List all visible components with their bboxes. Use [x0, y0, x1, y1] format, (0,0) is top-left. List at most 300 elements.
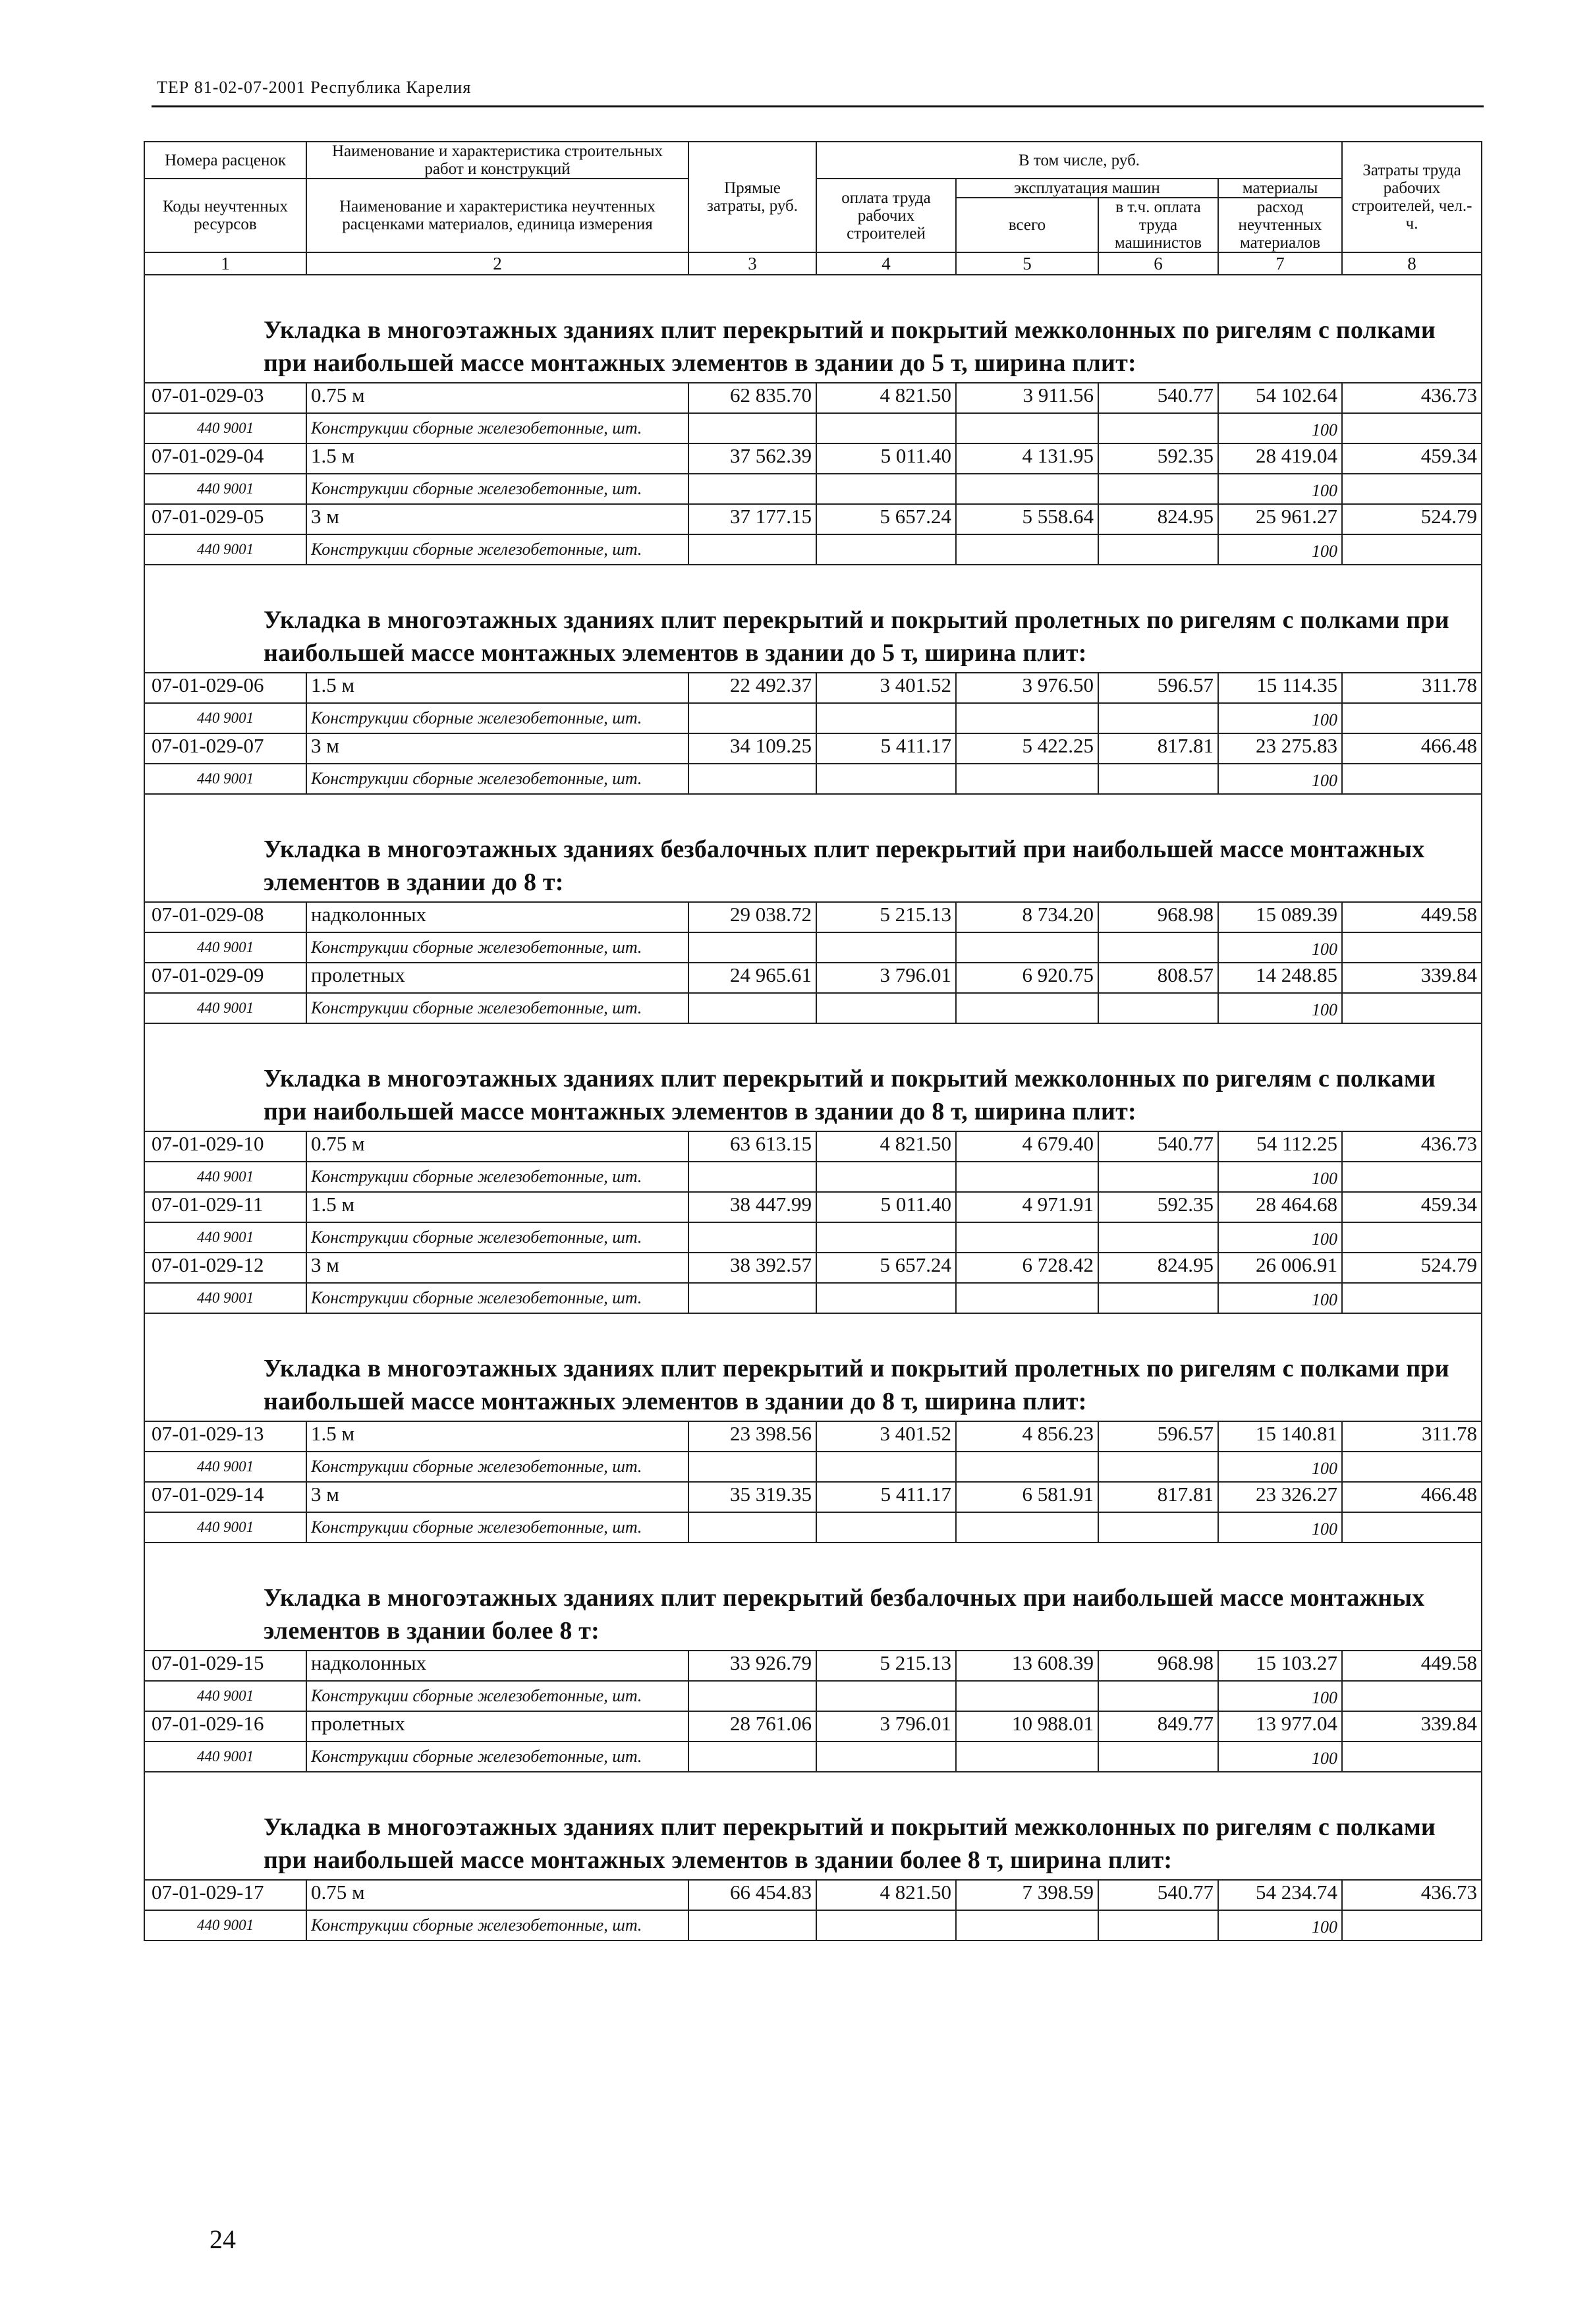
rate-code: 07-01-029-03: [144, 383, 306, 413]
direct-costs: 37 562.39: [688, 443, 816, 474]
section-title: Укладка в многоэтажных зданиях безбалочных плит перекрытий при наибольшей массе монтажных элементов в здании до 8 т:: [264, 836, 1425, 896]
machinist-pay: 824.95: [1098, 1253, 1218, 1283]
header-machines-total: всего: [956, 198, 1098, 252]
norms-table: [144, 141, 1482, 1941]
materials-cost: 28 464.68: [1218, 1192, 1342, 1222]
rate-code: 07-01-029-10: [144, 1131, 306, 1162]
machinist-pay: 540.77: [1098, 1131, 1218, 1162]
resource-row: [144, 1283, 1482, 1313]
resource-row: [144, 474, 1482, 504]
materials-cost: 14 248.85: [1218, 963, 1342, 993]
resource-code: 440 9001: [144, 764, 306, 794]
rate-code: 07-01-029-08: [144, 902, 306, 932]
resource-name: Конструкции сборные железобетонные, шт.: [306, 1222, 688, 1253]
materials-cost: 23 275.83: [1218, 733, 1342, 764]
labor-hours: 524.79: [1342, 504, 1482, 534]
machines-total: 5 558.64: [956, 504, 1098, 534]
resource-code: 440 9001: [144, 932, 306, 963]
empty-cell: [1098, 1452, 1218, 1482]
machines-total: 8 734.20: [956, 902, 1098, 932]
labor-hours: 436.73: [1342, 383, 1482, 413]
materials-cost: 54 112.25: [1218, 1131, 1342, 1162]
work-name: надколонных: [306, 1651, 688, 1681]
table-row: [144, 443, 1482, 474]
empty-cell: [816, 1742, 956, 1772]
empty-cell: [816, 1452, 956, 1482]
empty-cell: [1098, 1162, 1218, 1192]
empty-cell: [1342, 1452, 1482, 1482]
section-heading-row: [144, 794, 1482, 902]
empty-cell: [1098, 413, 1218, 443]
empty-cell: [1098, 1681, 1218, 1711]
rate-code: 07-01-029-16: [144, 1711, 306, 1742]
empty-cell: [956, 474, 1098, 504]
header-resource-codes: Коды неучтенных ресурсов: [144, 179, 306, 252]
machines-total: 7 398.59: [956, 1880, 1098, 1910]
resource-quantity: 100: [1218, 703, 1342, 733]
resource-code: 440 9001: [144, 703, 306, 733]
empty-cell: [1098, 1512, 1218, 1543]
machines-total: 4 856.23: [956, 1421, 1098, 1452]
column-number: 7: [1218, 252, 1342, 275]
header-in-total: В том числе, руб.: [816, 142, 1342, 179]
table-row: [144, 673, 1482, 703]
empty-cell: [816, 474, 956, 504]
empty-cell: [816, 932, 956, 963]
column-number: 6: [1098, 252, 1218, 275]
resource-code: 440 9001: [144, 413, 306, 443]
table-body: [144, 275, 1482, 1941]
resource-name: Конструкции сборные железобетонные, шт.: [306, 764, 688, 794]
table-row: [144, 1482, 1482, 1512]
labor-hours: 449.58: [1342, 902, 1482, 932]
resource-quantity: 100: [1218, 534, 1342, 565]
empty-cell: [1342, 703, 1482, 733]
column-number: 8: [1342, 252, 1482, 275]
worker-pay: 3 401.52: [816, 673, 956, 703]
empty-cell: [956, 1283, 1098, 1313]
resource-quantity: 100: [1218, 413, 1342, 443]
machinist-pay: 596.57: [1098, 1421, 1218, 1452]
resource-code: 440 9001: [144, 1681, 306, 1711]
labor-hours: 449.58: [1342, 1651, 1482, 1681]
header-labor-hours: Затраты труда рабочих строителей, чел.-ч.: [1342, 142, 1482, 252]
machinist-pay: 592.35: [1098, 1192, 1218, 1222]
resource-quantity: 100: [1218, 474, 1342, 504]
resource-code: 440 9001: [144, 534, 306, 565]
labor-hours: 466.48: [1342, 733, 1482, 764]
table-row: [144, 1421, 1482, 1452]
empty-cell: [1342, 1742, 1482, 1772]
machinist-pay: 592.35: [1098, 443, 1218, 474]
direct-costs: 38 392.57: [688, 1253, 816, 1283]
resource-code: 440 9001: [144, 1452, 306, 1482]
empty-cell: [688, 1742, 816, 1772]
rate-code: 07-01-029-12: [144, 1253, 306, 1283]
empty-cell: [816, 703, 956, 733]
section-title: Укладка в многоэтажных зданиях плит перекрытий безбалочных при наибольшей массе монтажных элементов в здании более 8 т:: [264, 1584, 1425, 1645]
empty-cell: [816, 413, 956, 443]
empty-cell: [1342, 993, 1482, 1023]
table-row: [144, 1651, 1482, 1681]
resource-row: [144, 764, 1482, 794]
section-heading-row: [144, 1023, 1482, 1131]
work-name: 0.75 м: [306, 1131, 688, 1162]
rate-code: 07-01-029-11: [144, 1192, 306, 1222]
materials-cost: 28 419.04: [1218, 443, 1342, 474]
column-number: 3: [688, 252, 816, 275]
materials-cost: 15 089.39: [1218, 902, 1342, 932]
empty-cell: [956, 932, 1098, 963]
resource-row: [144, 1512, 1482, 1543]
labor-hours: 311.78: [1342, 673, 1482, 703]
resource-name: Конструкции сборные железобетонные, шт.: [306, 534, 688, 565]
direct-costs: 29 038.72: [688, 902, 816, 932]
resource-code: 440 9001: [144, 1162, 306, 1192]
empty-cell: [1098, 764, 1218, 794]
resource-row: [144, 534, 1482, 565]
document-header: ТЕР 81-02-07-2001 Республика Карелия: [157, 78, 472, 97]
resource-name: Конструкции сборные железобетонные, шт.: [306, 1512, 688, 1543]
column-number: 5: [956, 252, 1098, 275]
direct-costs: 62 835.70: [688, 383, 816, 413]
empty-cell: [1342, 1512, 1482, 1543]
resource-quantity: 100: [1218, 1452, 1342, 1482]
resource-quantity: 100: [1218, 764, 1342, 794]
resource-name: Конструкции сборные железобетонные, шт.: [306, 993, 688, 1023]
work-name: 1.5 м: [306, 1192, 688, 1222]
page-number: 24: [210, 2225, 236, 2254]
machines-total: 4 679.40: [956, 1131, 1098, 1162]
labor-hours: 339.84: [1342, 963, 1482, 993]
work-name: 1.5 м: [306, 673, 688, 703]
worker-pay: 5 411.17: [816, 733, 956, 764]
resource-code: 440 9001: [144, 1910, 306, 1941]
section-heading-row: [144, 1772, 1482, 1880]
resource-name: Конструкции сборные железобетонные, шт.: [306, 413, 688, 443]
machinist-pay: 596.57: [1098, 673, 1218, 703]
machinist-pay: 824.95: [1098, 504, 1218, 534]
empty-cell: [816, 1681, 956, 1711]
worker-pay: 5 657.24: [816, 504, 956, 534]
section-title: Укладка в многоэтажных зданиях плит перекрытий и покрытий пролетных по ригелям с полками при наибольшей массе монтажных элементов в здании до 8 т, ширина плит:: [264, 1355, 1449, 1415]
header-work-name: Наименование и характеристика строительных работ и конструкций: [306, 142, 688, 179]
column-number: 2: [306, 252, 688, 275]
resource-quantity: 100: [1218, 932, 1342, 963]
empty-cell: [688, 1512, 816, 1543]
empty-cell: [816, 1283, 956, 1313]
table-row: [144, 1192, 1482, 1222]
empty-cell: [688, 1283, 816, 1313]
empty-cell: [688, 932, 816, 963]
empty-cell: [816, 1512, 956, 1543]
direct-costs: 66 454.83: [688, 1880, 816, 1910]
empty-cell: [688, 413, 816, 443]
column-number: 1: [144, 252, 306, 275]
materials-cost: 26 006.91: [1218, 1253, 1342, 1283]
empty-cell: [1342, 534, 1482, 565]
machinist-pay: 849.77: [1098, 1711, 1218, 1742]
worker-pay: 5 215.13: [816, 1651, 956, 1681]
worker-pay: 4 821.50: [816, 383, 956, 413]
labor-hours: 466.48: [1342, 1482, 1482, 1512]
table-row: [144, 1711, 1482, 1742]
empty-cell: [956, 993, 1098, 1023]
table-row: [144, 733, 1482, 764]
empty-cell: [956, 764, 1098, 794]
materials-cost: 15 114.35: [1218, 673, 1342, 703]
empty-cell: [1342, 1162, 1482, 1192]
empty-cell: [688, 1222, 816, 1253]
resource-code: 440 9001: [144, 1742, 306, 1772]
labor-hours: 436.73: [1342, 1880, 1482, 1910]
worker-pay: 3 796.01: [816, 963, 956, 993]
resource-quantity: 100: [1218, 993, 1342, 1023]
rate-code: 07-01-029-04: [144, 443, 306, 474]
rate-code: 07-01-029-17: [144, 1880, 306, 1910]
empty-cell: [688, 1162, 816, 1192]
materials-cost: 54 102.64: [1218, 383, 1342, 413]
worker-pay: 5 011.40: [816, 1192, 956, 1222]
machinist-pay: 817.81: [1098, 1482, 1218, 1512]
rate-code: 07-01-029-06: [144, 673, 306, 703]
resource-quantity: 100: [1218, 1910, 1342, 1941]
empty-cell: [956, 413, 1098, 443]
header-worker-pay: оплата труда рабочих строителей: [816, 179, 956, 252]
section-heading-row: [144, 565, 1482, 673]
resource-quantity: 100: [1218, 1162, 1342, 1192]
resource-name: Конструкции сборные железобетонные, шт.: [306, 1681, 688, 1711]
worker-pay: 3 796.01: [816, 1711, 956, 1742]
machinist-pay: 808.57: [1098, 963, 1218, 993]
direct-costs: 34 109.25: [688, 733, 816, 764]
work-name: 3 м: [306, 733, 688, 764]
resource-row: [144, 1452, 1482, 1482]
empty-cell: [956, 1512, 1098, 1543]
machinist-pay: 968.98: [1098, 1651, 1218, 1681]
rate-code: 07-01-029-05: [144, 504, 306, 534]
empty-cell: [1342, 1222, 1482, 1253]
empty-cell: [956, 1162, 1098, 1192]
empty-cell: [688, 1681, 816, 1711]
labor-hours: 524.79: [1342, 1253, 1482, 1283]
empty-cell: [1342, 1283, 1482, 1313]
table-row: [144, 383, 1482, 413]
empty-cell: [956, 1452, 1098, 1482]
labor-hours: 459.34: [1342, 1192, 1482, 1222]
resource-row: [144, 703, 1482, 733]
header-direct-costs: Прямые затраты, руб.: [688, 142, 816, 252]
direct-costs: 37 177.15: [688, 504, 816, 534]
resource-quantity: 100: [1218, 1681, 1342, 1711]
direct-costs: 24 965.61: [688, 963, 816, 993]
table-row: [144, 902, 1482, 932]
resource-code: 440 9001: [144, 1222, 306, 1253]
work-name: надколонных: [306, 902, 688, 932]
labor-hours: 436.73: [1342, 1131, 1482, 1162]
work-name: 1.5 м: [306, 443, 688, 474]
section-heading-row: [144, 1313, 1482, 1421]
empty-cell: [1098, 1222, 1218, 1253]
empty-cell: [816, 764, 956, 794]
machinist-pay: 817.81: [1098, 733, 1218, 764]
direct-costs: 28 761.06: [688, 1711, 816, 1742]
empty-cell: [688, 474, 816, 504]
header-material-consumption: расход неучтенных материалов: [1218, 198, 1342, 252]
section-title: Укладка в многоэтажных зданиях плит перекрытий и покрытий межколонных по ригелям с полками при наибольшей массе монтажных элементов в здании более 8 т, ширина плит:: [264, 1813, 1436, 1874]
section-title: Укладка в многоэтажных зданиях плит перекрытий и покрытий межколонных по ригелям с полками при наибольшей массе монтажных элементов в здании до 5 т, ширина плит:: [264, 316, 1436, 377]
work-name: 3 м: [306, 1253, 688, 1283]
section-title: Укладка в многоэтажных зданиях плит перекрытий и покрытий межколонных по ригелям с полками при наибольшей массе монтажных элементов в здании до 8 т, ширина плит:: [264, 1065, 1436, 1125]
empty-cell: [688, 993, 816, 1023]
worker-pay: 4 821.50: [816, 1131, 956, 1162]
empty-cell: [1342, 764, 1482, 794]
empty-cell: [1098, 474, 1218, 504]
work-name: 3 м: [306, 504, 688, 534]
table-row: [144, 1880, 1482, 1910]
empty-cell: [1342, 932, 1482, 963]
empty-cell: [1098, 993, 1218, 1023]
machines-total: 4 131.95: [956, 443, 1098, 474]
materials-cost: 15 140.81: [1218, 1421, 1342, 1452]
resource-name: Конструкции сборные железобетонные, шт.: [306, 1910, 688, 1941]
table-row: [144, 504, 1482, 534]
machines-total: 13 608.39: [956, 1651, 1098, 1681]
worker-pay: 5 411.17: [816, 1482, 956, 1512]
direct-costs: 38 447.99: [688, 1192, 816, 1222]
header-machinist-pay: в т.ч. оплата труда машинистов: [1098, 198, 1218, 252]
table-row: [144, 963, 1482, 993]
rate-code: 07-01-029-13: [144, 1421, 306, 1452]
rate-code: 07-01-029-15: [144, 1651, 306, 1681]
empty-cell: [688, 534, 816, 565]
worker-pay: 5 011.40: [816, 443, 956, 474]
empty-cell: [956, 1222, 1098, 1253]
empty-cell: [1342, 413, 1482, 443]
empty-cell: [1098, 1742, 1218, 1772]
resource-name: Конструкции сборные железобетонные, шт.: [306, 1162, 688, 1192]
materials-cost: 25 961.27: [1218, 504, 1342, 534]
work-name: пролетных: [306, 963, 688, 993]
resource-row: [144, 1681, 1482, 1711]
empty-cell: [1342, 474, 1482, 504]
table-row: [144, 1253, 1482, 1283]
resource-quantity: 100: [1218, 1742, 1342, 1772]
section-title: Укладка в многоэтажных зданиях плит перекрытий и покрытий пролетных по ригелям с полками при наибольшей массе монтажных элементов в здании до 5 т, ширина плит:: [264, 606, 1449, 667]
table-header: [144, 142, 1482, 275]
worker-pay: 5 657.24: [816, 1253, 956, 1283]
resource-code: 440 9001: [144, 1283, 306, 1313]
header-machines: эксплуатация машин: [956, 179, 1218, 198]
empty-cell: [816, 993, 956, 1023]
header-rate-numbers: Номера расценок: [144, 142, 306, 179]
empty-cell: [956, 534, 1098, 565]
section-heading-row: [144, 275, 1482, 383]
machines-total: 6 581.91: [956, 1482, 1098, 1512]
resource-name: Конструкции сборные железобетонные, шт.: [306, 1452, 688, 1482]
empty-cell: [956, 1910, 1098, 1941]
empty-cell: [1342, 1910, 1482, 1941]
empty-cell: [956, 703, 1098, 733]
empty-cell: [1098, 1910, 1218, 1941]
resource-code: 440 9001: [144, 1512, 306, 1543]
resource-row: [144, 1162, 1482, 1192]
worker-pay: 5 215.13: [816, 902, 956, 932]
empty-cell: [816, 1910, 956, 1941]
empty-cell: [688, 1452, 816, 1482]
resource-name: Конструкции сборные железобетонные, шт.: [306, 1283, 688, 1313]
column-number: 4: [816, 252, 956, 275]
resource-row: [144, 993, 1482, 1023]
machinist-pay: 540.77: [1098, 1880, 1218, 1910]
empty-cell: [1098, 534, 1218, 565]
resource-row: [144, 1910, 1482, 1941]
resource-quantity: 100: [1218, 1222, 1342, 1253]
machines-total: 5 422.25: [956, 733, 1098, 764]
machines-total: 6 920.75: [956, 963, 1098, 993]
machinist-pay: 968.98: [1098, 902, 1218, 932]
section-heading-row: [144, 1543, 1482, 1651]
empty-cell: [1342, 1681, 1482, 1711]
machines-total: 10 988.01: [956, 1711, 1098, 1742]
machines-total: 3 911.56: [956, 383, 1098, 413]
resource-name: Конструкции сборные железобетонные, шт.: [306, 703, 688, 733]
resource-code: 440 9001: [144, 993, 306, 1023]
machines-total: 4 971.91: [956, 1192, 1098, 1222]
materials-cost: 13 977.04: [1218, 1711, 1342, 1742]
machines-total: 6 728.42: [956, 1253, 1098, 1283]
machines-total: 3 976.50: [956, 673, 1098, 703]
empty-cell: [1098, 703, 1218, 733]
empty-cell: [956, 1742, 1098, 1772]
empty-cell: [816, 1162, 956, 1192]
resource-row: [144, 932, 1482, 963]
resource-name: Конструкции сборные железобетонные, шт.: [306, 932, 688, 963]
resource-code: 440 9001: [144, 474, 306, 504]
work-name: 0.75 м: [306, 383, 688, 413]
labor-hours: 459.34: [1342, 443, 1482, 474]
worker-pay: 3 401.52: [816, 1421, 956, 1452]
machinist-pay: 540.77: [1098, 383, 1218, 413]
direct-costs: 22 492.37: [688, 673, 816, 703]
materials-cost: 23 326.27: [1218, 1482, 1342, 1512]
table-row: [144, 1131, 1482, 1162]
resource-quantity: 100: [1218, 1512, 1342, 1543]
empty-cell: [1098, 932, 1218, 963]
empty-cell: [816, 1222, 956, 1253]
direct-costs: 23 398.56: [688, 1421, 816, 1452]
resource-quantity: 100: [1218, 1283, 1342, 1313]
direct-costs: 35 319.35: [688, 1482, 816, 1512]
work-name: 1.5 м: [306, 1421, 688, 1452]
empty-cell: [688, 1910, 816, 1941]
header-material-name: Наименование и характеристика неучтенных расценками материалов, единица измерения: [306, 179, 688, 252]
labor-hours: 339.84: [1342, 1711, 1482, 1742]
empty-cell: [1098, 1283, 1218, 1313]
work-name: 3 м: [306, 1482, 688, 1512]
materials-cost: 15 103.27: [1218, 1651, 1342, 1681]
resource-name: Конструкции сборные железобетонные, шт.: [306, 474, 688, 504]
rate-code: 07-01-029-09: [144, 963, 306, 993]
direct-costs: 63 613.15: [688, 1131, 816, 1162]
work-name: пролетных: [306, 1711, 688, 1742]
labor-hours: 311.78: [1342, 1421, 1482, 1452]
empty-cell: [956, 1681, 1098, 1711]
worker-pay: 4 821.50: [816, 1880, 956, 1910]
rate-code: 07-01-029-07: [144, 733, 306, 764]
resource-row: [144, 413, 1482, 443]
empty-cell: [816, 534, 956, 565]
